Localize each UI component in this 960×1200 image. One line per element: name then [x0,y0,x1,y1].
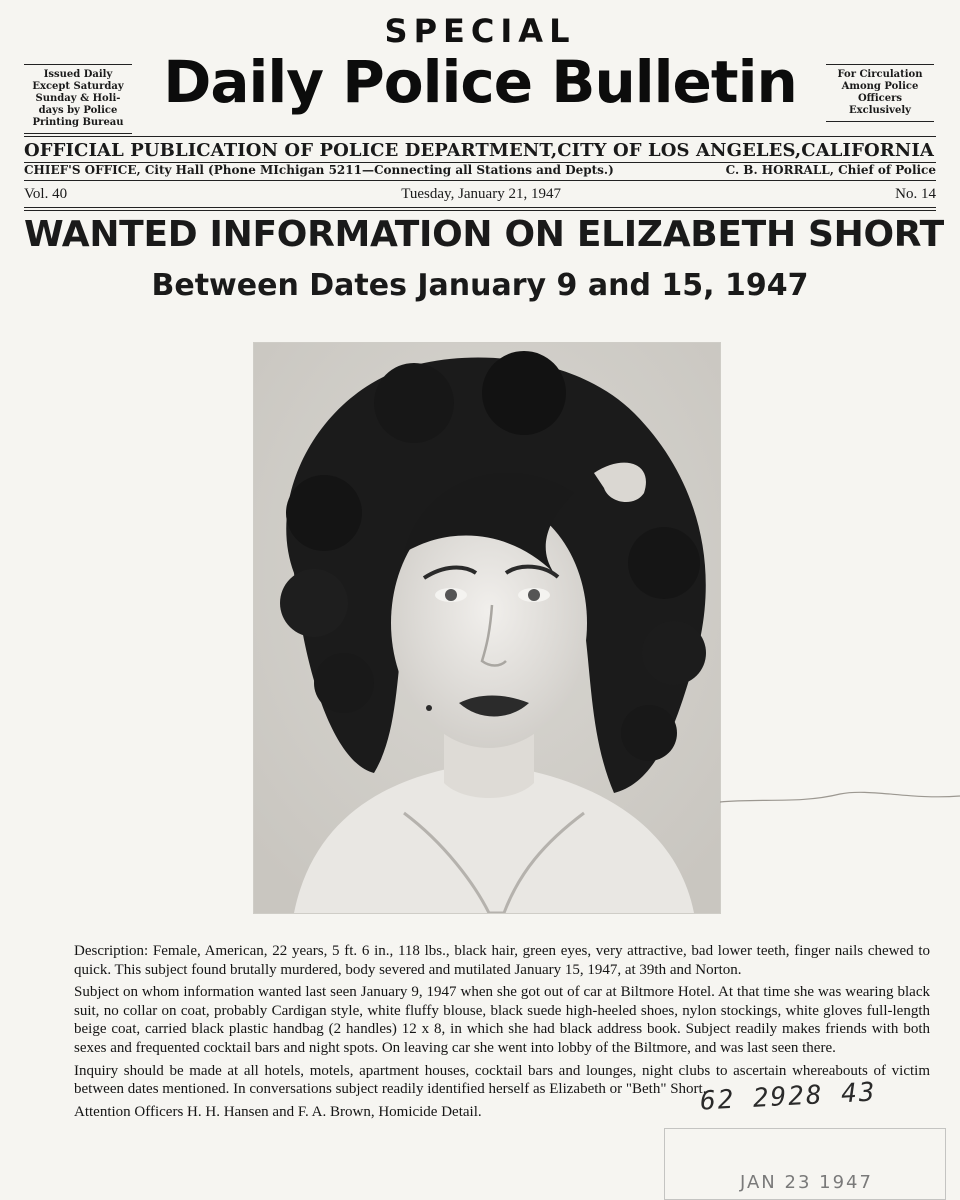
volume-number: Vol. 40 [24,186,68,202]
special-label: SPECIAL [384,12,576,50]
official-publication-line: OFFICIAL PUBLICATION OF POLICE DEPARTMENT,CITY OF LOS ANGELES,CALIFORNIA [24,140,934,161]
portrait-illustration [254,343,720,913]
description-paragraph: Description: Female, American, 22 years, 5 ft. 6 in., 118 lbs., black hair, green eyes, very attractive, bad lower teeth, finger nails chewed to quick. This subject found brutally murdered, body severed and mutilated January 15, 1947, at 39th and Norton. [74,943,930,978]
issued-daily-line: Except Saturday [32,81,124,92]
subheadline: Between Dates January 9 and 15, 1947 [151,268,809,303]
issued-daily-line: Sunday & Holi- [35,93,121,104]
issued-daily-line: Printing Bureau [32,117,124,128]
header-rule [24,136,936,137]
issue-number: No. 14 [895,186,936,202]
circulation-line: Among Police [841,81,919,92]
circulation-line: For Circulation [837,69,923,80]
header-rule [24,210,936,211]
issue-date: Tuesday, January 21, 1947 [401,186,561,202]
masthead-title: Daily Police Bulletin [163,48,797,116]
circulation-line: Exclusively [849,105,911,116]
handwritten-file-number: 62 2928 43 [699,1077,878,1117]
inquiry-paragraph: Inquiry should be made at all hotels, motels, apartment houses, cocktail bars and lounges, night clubs to ascertain whereabouts of victim between dates mentioned. In conversations subject readily identified herself as Elizabeth or "Beth" Short. [74,1062,930,1098]
circulation-line: Officers [857,93,903,104]
chief-office-row [24,163,936,177]
header-rule [24,207,936,208]
headline: WANTED INFORMATION ON ELIZABETH SHORT [24,214,944,255]
last-seen-paragraph: Subject on whom information wanted last seen January 9, 1947 when she got out of car at Biltmore Hotel. At that time she was wearing black suit, no collar on coat, probably Cardigan style, white fluffy blouse, black suede high-heeled shoes, nylon stockings, white gloves full-length beige coat, carried black plastic handbag (2 handles) 12 x 8, in which she had black address book. Subject readily makes friends with both sexes and frequented cocktail bars and night spots. On leaving car she went into lobby of the Biltmore, and was last seen there. [74,984,930,1056]
header-rule [24,180,936,181]
chief-office-text: CHIEF'S OFFICE, City Hall (Phone MIchigan 5211—Connecting all Stations and Depts.) [24,163,614,177]
issued-daily-line: Issued Daily [43,69,113,80]
issue-info-row [24,186,936,203]
issued-daily-box [24,64,132,134]
portrait-photo [253,342,721,914]
chief-name: C. B. HORRALL, Chief of Police [725,163,936,177]
received-stamp-date: JAN 23 1947 [740,1172,873,1193]
issued-daily-line: days by Police [38,105,118,116]
paper-crease [720,780,960,820]
attention-paragraph: Attention Officers H. H. Hansen and F. A. Brown, Homicide Detail. [74,1103,482,1120]
circulation-box [826,64,934,122]
